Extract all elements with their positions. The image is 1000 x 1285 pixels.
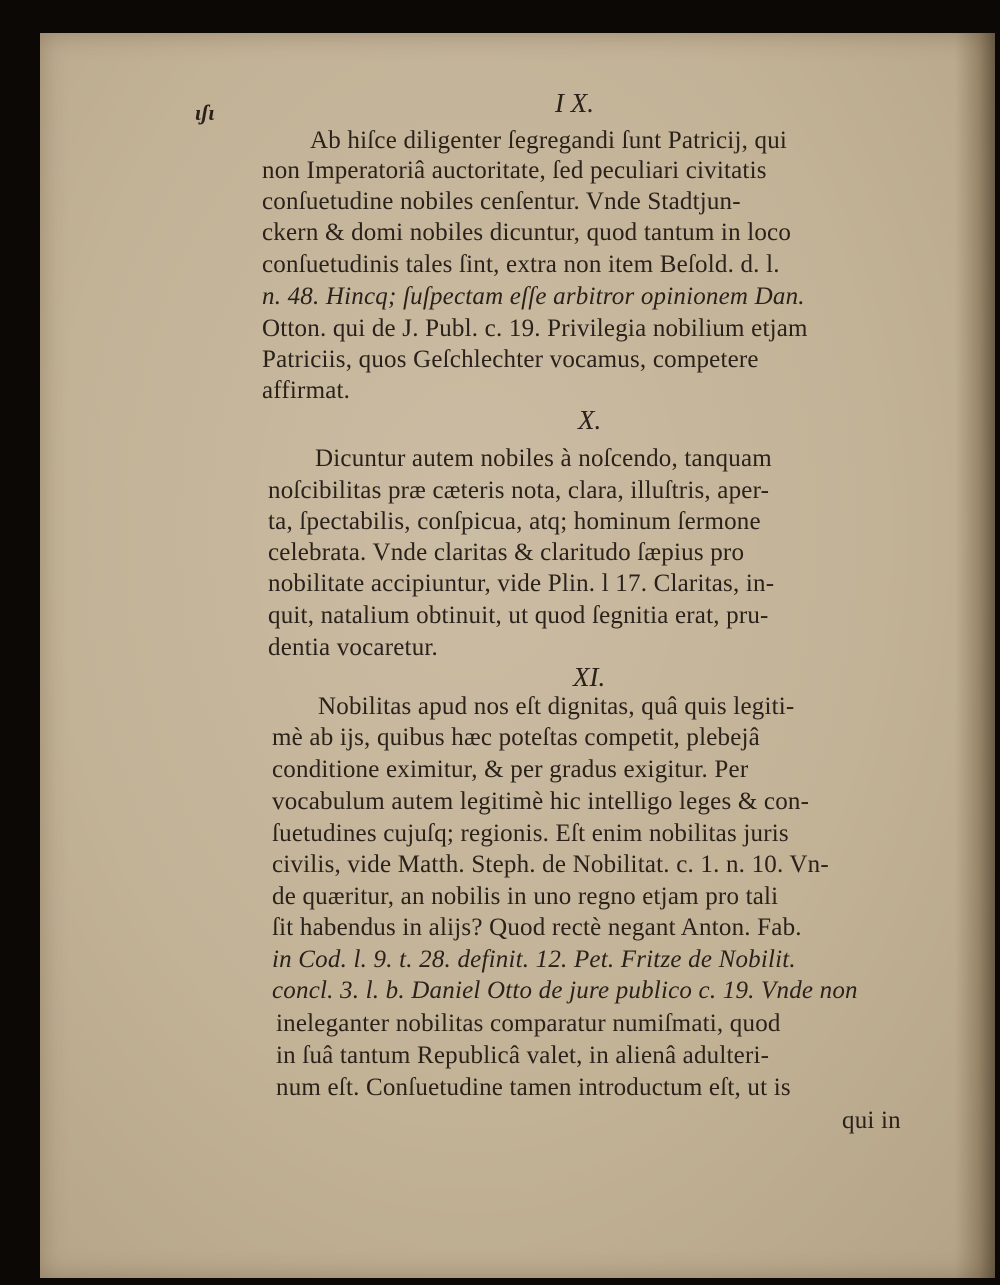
section-number-x: X.	[578, 405, 602, 435]
text-line: in Cod. l. 9. t. 28. definit. 12. Pet. Fritze de Nobilit.	[272, 946, 796, 973]
text-line: ſit habendus in alijs? Quod rectè negant Anton. Fab.	[272, 914, 802, 941]
text-line: mè ab ijs, quibus hæc poteſtas competit, plebejâ	[272, 724, 760, 751]
text-line: conſuetudine nobiles cenſentur. Vnde Stadtjun-	[262, 188, 741, 215]
text-line: Dicuntur autem nobiles à noſcendo, tanquam	[315, 445, 772, 472]
text-line: Patriciis, quos Geſchlechter vocamus, competere	[262, 346, 759, 373]
text-line: non Imperatoriâ auctoritate, ſed peculiari civitatis	[262, 157, 767, 184]
page-number: ιʃι	[195, 100, 215, 125]
text-line: ineleganter nobilitas comparatur numiſmati, quod	[276, 1010, 781, 1037]
text-line: de quæritur, an nobilis in uno regno etjam pro tali	[272, 883, 779, 910]
catchword: qui in	[842, 1107, 901, 1134]
text-line: ckern & domi nobiles dicuntur, quod tantum in loco	[262, 219, 792, 246]
text-line: conſuetudinis tales ſint, extra non item Beſold. d. l.	[262, 251, 780, 278]
text-line: noſcibilitas præ cæteris nota, clara, illuſtris, aper-	[268, 477, 770, 504]
text-line: quit, natalium obtinuit, ut quod ſegnitia erat, pru-	[268, 602, 769, 629]
text-line: ta, ſpectabilis, conſpicua, atq; hominum ſermone	[268, 508, 761, 535]
text-line: civilis, vide Matth. Steph. de Nobilitat. c. 1. n. 10. Vn-	[272, 851, 829, 878]
text-line: concl. 3. l. b. Daniel Otto de jure publico c. 19. Vnde non	[272, 977, 858, 1004]
text-line: dentia vocaretur.	[268, 634, 438, 661]
text-line: affirmat.	[262, 377, 351, 404]
text-line: Ab hiſce diligenter ſegregandi ſunt Patricij, qui	[310, 127, 788, 154]
text-line: ſuetudines cujuſq; regionis. Eſt enim nobilitas juris	[272, 820, 789, 847]
text-line: num eſt. Conſuetudine tamen introductum eſt, ut is	[276, 1074, 791, 1101]
text-line: vocabulum autem legitimè hic intelligo leges & con-	[272, 788, 810, 815]
text-line: nobilitate accipiuntur, vide Plin. l 17. Claritas, in-	[268, 570, 775, 597]
section-number-xi: XI.	[573, 662, 606, 692]
text-line: conditione eximitur, & per gradus exigitur. Per	[272, 756, 749, 783]
text-line: Otton. qui de J. Publ. c. 19. Privilegia nobilium etjam	[262, 315, 808, 342]
page-edge-shadow	[955, 33, 995, 1278]
text-line: Nobilitas apud nos eſt dignitas, quâ quis legiti-	[318, 693, 795, 720]
text-line: in ſuâ tantum Republicâ valet, in alienâ adulteri-	[276, 1042, 770, 1069]
text-line: n. 48. Hincq; ſuſpectam eſſe arbitror opinionem Dan.	[262, 283, 805, 310]
section-number-ix: I X.	[555, 88, 594, 118]
text-line: celebrata. Vnde claritas & claritudo ſæpius pro	[268, 539, 745, 566]
